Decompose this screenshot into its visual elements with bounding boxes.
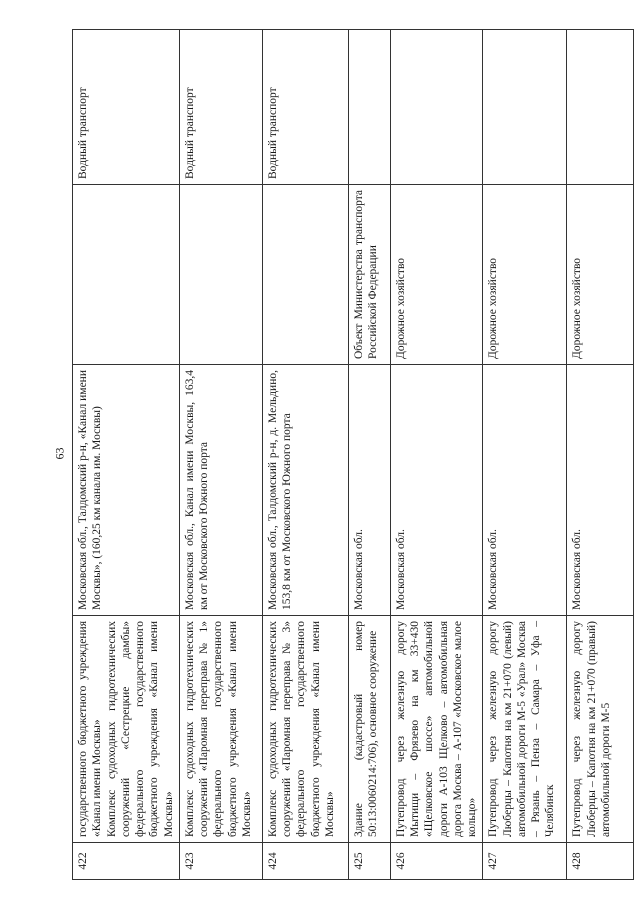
owner-cell: Дорожное хозяйство [567, 185, 634, 365]
owner-cell: Дорожное хозяйство [483, 185, 567, 365]
owner-cell [262, 185, 348, 365]
row-number-cell: 428 [567, 843, 634, 880]
location-cell: Московская обл. [567, 365, 634, 616]
table-row [567, 30, 634, 880]
objects-table [72, 29, 634, 880]
object-name-cell: Здание (кадастровый номер 50:13:0060214:706), основное сооружение [348, 616, 390, 843]
object-name-cell: Комплекс судоходных гидротехнических сооружений «Паромная переправа № 3» федерального государственного бюджетного учреждения «Канал имени Москвы» [262, 616, 348, 843]
table-row [483, 30, 567, 880]
category-cell: Водный транспорт [73, 30, 180, 185]
owner-cell [179, 185, 262, 365]
category-cell [390, 30, 483, 185]
row-number-cell: 422 [73, 843, 180, 880]
page-number: 63 [52, 447, 67, 460]
object-name-cell: Путепровод через железную дорогу Люберцы – Капотня на км 21+070 (левый) автомобильной дороги М-5 «Урал» Москва – Рязань – Пенза – Самара – Уфа – Челябинск [483, 616, 567, 843]
object-name-cell: Путепровод через железную дорогу Люберцы – Капотня на км 21+070 (правый) автомобильной дороги М-5 [567, 616, 634, 843]
table-row [73, 30, 180, 880]
object-name-cell: государственного бюджетного учреждения «Канал имени Москвы» Комплекс судоходных гидротехнических сооружений «Сестрецкие дамбы» федерального государственного бюджетного учреждения «Канал имени Москвы» [73, 616, 180, 843]
table-row [179, 30, 262, 880]
table-row [390, 30, 483, 880]
row-number-cell: 427 [483, 843, 567, 880]
object-name-cell: Комплекс судоходных гидротехнических сооружений «Паромная переправа № 1» федерального государственного бюджетного учреждения «Канал имени Москвы» [179, 616, 262, 843]
rotated-table-container [72, 30, 612, 880]
location-cell: Московская обл. [348, 365, 390, 616]
object-name-cell: Путепровод через железную дорогу Мытищи – Фрязево на км 33+430 «Щелковское шоссе» автомобильной дороги А-103 Щелково – автомобильная дорога Москва – А-107 «Московское малое кольцо» [390, 616, 483, 843]
row-number-cell: 424 [262, 843, 348, 880]
category-cell [483, 30, 567, 185]
category-cell: Водный транспорт [179, 30, 262, 185]
owner-cell [73, 185, 180, 365]
table-body [73, 30, 634, 880]
location-cell: Московская обл., Канал имени Москвы, 163,4 км от Московского Южного порта [179, 365, 262, 616]
row-number-cell: 425 [348, 843, 390, 880]
row-number-cell: 423 [179, 843, 262, 880]
location-cell: Московская обл. [483, 365, 567, 616]
table-row [262, 30, 348, 880]
owner-cell: Объект Министерства транспорта Российской Федерации [348, 185, 390, 365]
category-cell [567, 30, 634, 185]
category-cell: Водный транспорт [262, 30, 348, 185]
category-cell [348, 30, 390, 185]
location-cell: Московская обл., Талдомский р-н, «Канал имени Москвы», (160,25 км канала им. Москвы) [73, 365, 180, 616]
location-cell: Московская обл., Талдомский р-н, д. Мельдино, 153,8 км от Московского Южного порта [262, 365, 348, 616]
table-row [348, 30, 390, 880]
owner-cell: Дорожное хозяйство [390, 185, 483, 365]
row-number-cell: 426 [390, 843, 483, 880]
location-cell: Московская обл. [390, 365, 483, 616]
